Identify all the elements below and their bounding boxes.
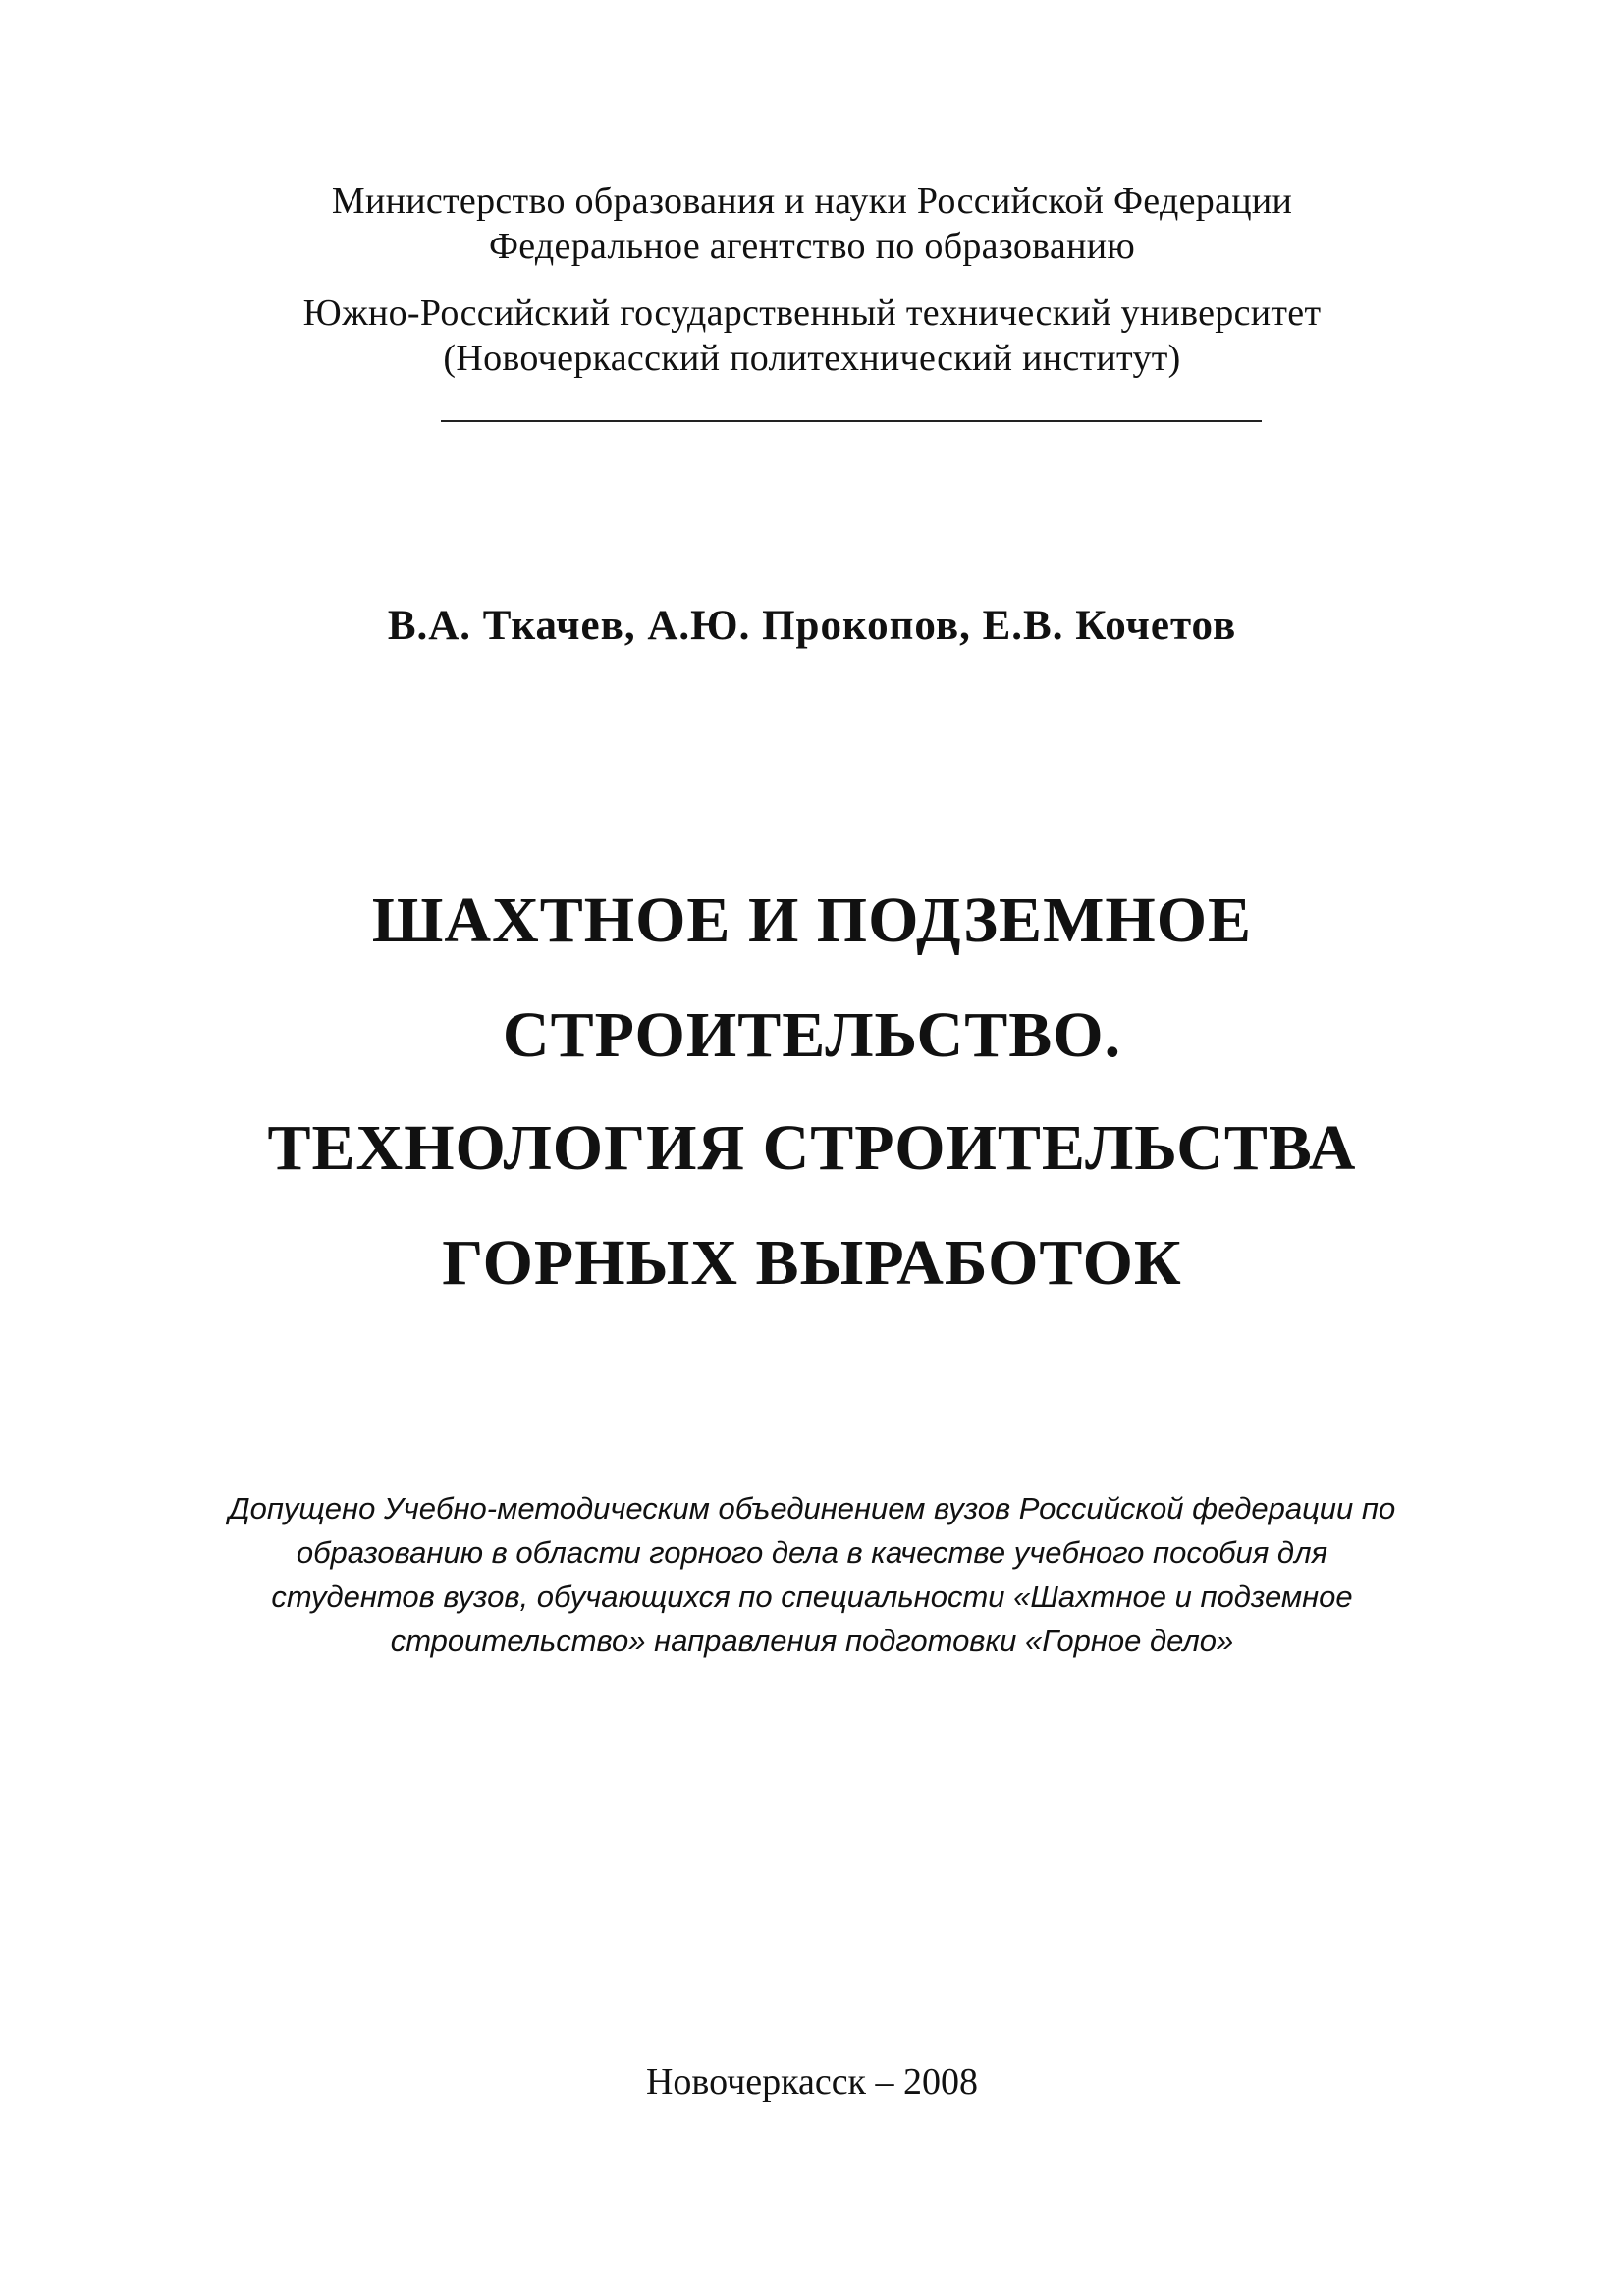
authors: В.А. Ткачев, А.Ю. Прокопов, Е.В. Кочетов xyxy=(387,603,1237,649)
university-name: Южно-Российский государственный технический университет xyxy=(302,293,1322,334)
approval-note-line-2: образованию в области горного дела в качестве учебного пособия для xyxy=(296,1535,1328,1570)
imprint-city-year: Новочеркасск – 2008 xyxy=(645,2061,979,2103)
agency-name: Федеральное агентство по образованию xyxy=(488,226,1136,267)
book-title-line-1: ШАХТНОЕ И ПОДЗЕМНОЕ xyxy=(371,884,1253,956)
header-divider xyxy=(441,420,1262,422)
book-title-line-4: ГОРНЫХ ВЫРАБОТОК xyxy=(442,1227,1182,1299)
book-title-line-2: СТРОИТЕЛЬСТВО. xyxy=(502,999,1122,1071)
approval-note-line-1: Допущено Учебно-методическим объединением вузов Российской федерации по xyxy=(228,1491,1396,1525)
institute-name: (Новочеркасский политехнический институт) xyxy=(443,338,1181,379)
approval-note-line-4: строительство» направления подготовки «Горное дело» xyxy=(390,1624,1234,1658)
book-title-line-3: ТЕХНОЛОГИЯ СТРОИТЕЛЬСТВА xyxy=(267,1112,1357,1184)
approval-note-line-3: студентов вузов, обучающихся по специальности «Шахтное и подземное xyxy=(271,1579,1353,1614)
ministry-name: Министерство образования и науки Российской Федерации xyxy=(331,181,1293,222)
